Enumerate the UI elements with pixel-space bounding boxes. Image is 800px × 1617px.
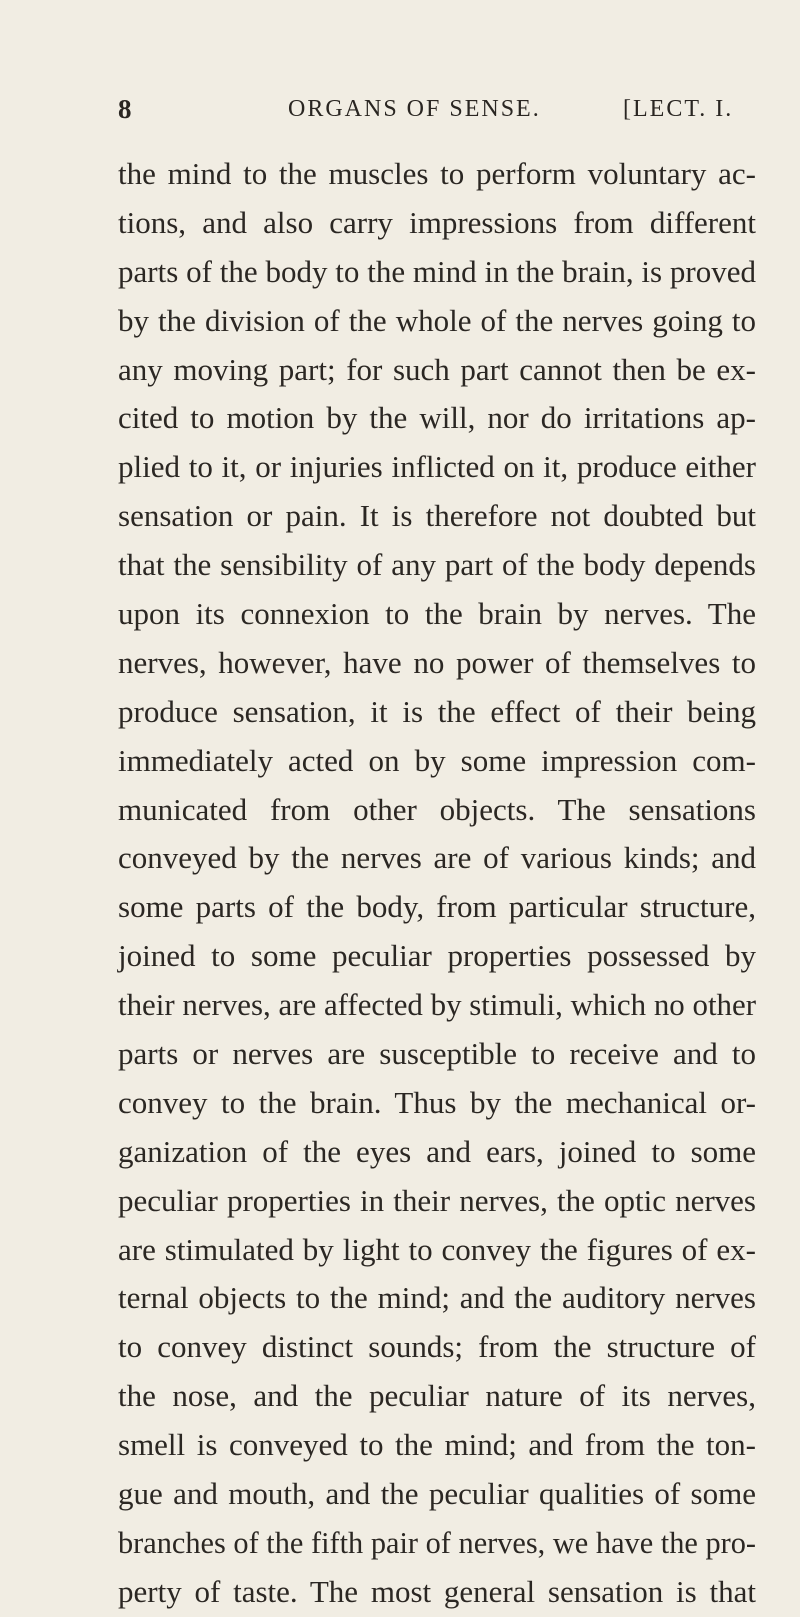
text-line: produce sensation, it is the effect of their being: [118, 693, 756, 729]
running-title: ORGANS OF SENSE.: [288, 96, 541, 122]
text-line: ganization of the eyes and ears, joined to some: [118, 1133, 756, 1169]
text-line: any moving part; for such part cannot then be ex-: [118, 351, 756, 387]
text-line: parts of the body to the mind in the brain, is proved: [118, 253, 756, 289]
text-line: plied to it, or injuries inflicted on it, produce either: [118, 449, 756, 485]
text-line: ternal objects to the mind; and the auditory nerves: [118, 1280, 756, 1316]
text-line: the mind to the muscles to perform voluntary ac-: [118, 156, 756, 191]
text-line: municated from other objects. The sensations: [118, 791, 756, 827]
text-line: cited to motion by the will, nor do irritations ap-: [118, 400, 756, 436]
text-line: nerves, however, have no power of themselves to: [118, 644, 756, 680]
text-line: some parts of the body, from particular structure,: [118, 889, 756, 925]
text-line: gue and mouth, and the peculiar qualities of some: [118, 1476, 756, 1512]
text-line: tions, and also carry impressions from different: [118, 204, 756, 240]
text-line: branches of the fifth pair of nerves, we have the pro-: [118, 1525, 756, 1560]
running-head: [118, 94, 758, 134]
text-line: by the division of the whole of the nerves going to: [118, 302, 756, 338]
text-line: immediately acted on by some impression com-: [118, 742, 756, 778]
text-line: convey to the brain. Thus by the mechanical or-: [118, 1084, 756, 1120]
text-line: parts or nerves are susceptible to receive and to: [118, 1036, 756, 1072]
text-line: smell is conveyed to the mind; and from the ton-: [118, 1427, 756, 1463]
text-line: peculiar properties in their nerves, the optic nerves: [118, 1182, 756, 1218]
text-line: their nerves, are affected by stimuli, which no other: [118, 987, 756, 1023]
text-line: are stimulated by light to convey the figures of ex-: [118, 1231, 756, 1267]
text-line: perty of taste. The most general sensation is that: [118, 1573, 756, 1609]
text-line: that the sensibility of any part of the body depends: [118, 547, 756, 583]
text-line: conveyed by the nerves are of various kinds; and: [118, 840, 756, 876]
lecture-marker: [LECT. I.: [623, 96, 734, 122]
text-line: upon its connexion to the brain by nerves. The: [118, 596, 756, 632]
text-line: to convey distinct sounds; from the structure of: [118, 1329, 756, 1365]
text-line: sensation or pain. It is therefore not doubted but: [118, 498, 756, 534]
page-number: 8: [118, 94, 132, 124]
text-line: the nose, and the peculiar nature of its nerves,: [118, 1378, 756, 1414]
text-line: joined to some peculiar properties possessed by: [118, 938, 756, 974]
body-text: [118, 150, 756, 1617]
